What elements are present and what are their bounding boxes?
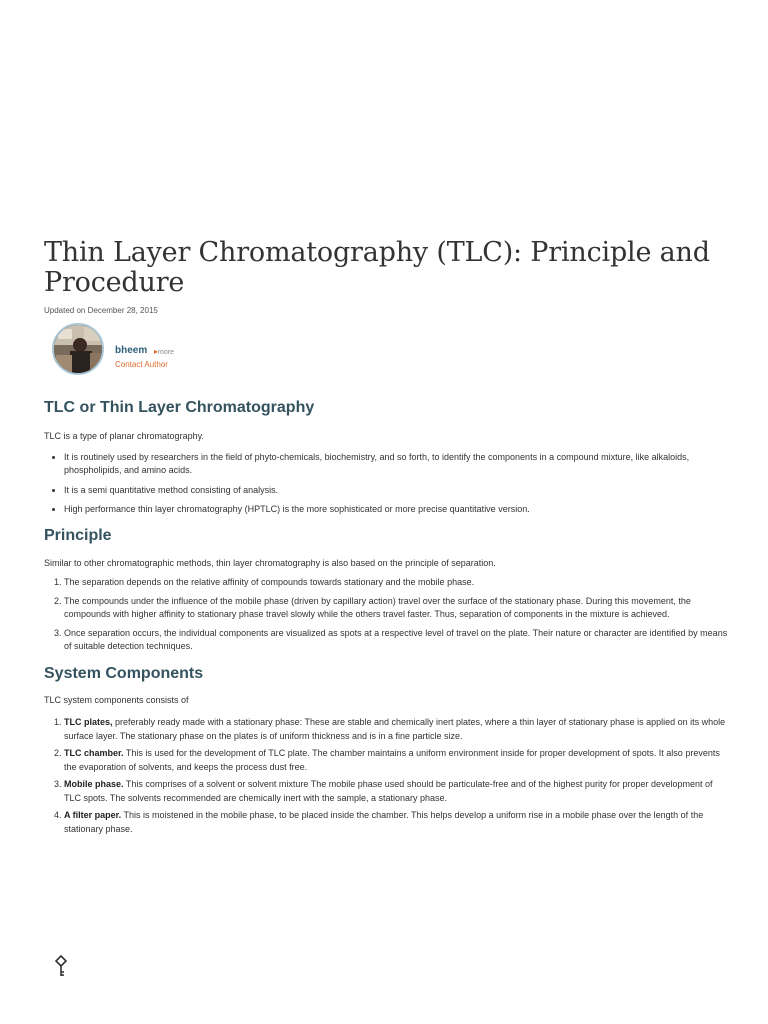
section-heading-tlc: TLC or Thin Layer Chromatography	[44, 399, 315, 416]
numbered-list	[44, 716, 728, 836]
author-block	[44, 323, 728, 379]
updated-date: Updated on December 28, 2015	[44, 306, 158, 315]
article-title: Thin Layer Chromatography (TLC): Principle and Procedure	[44, 237, 710, 298]
caret-right-icon: ▸	[154, 347, 159, 356]
section-heading-principle: Principle	[44, 526, 112, 544]
numbered-list	[44, 576, 728, 654]
list-item: 1. The separation depends on the relative affinity of compounds towards stationary and the mobile phase.	[64, 576, 728, 590]
item-term: A filter paper.	[64, 810, 122, 820]
item-term: Mobile phase.	[64, 779, 124, 789]
author-avatar[interactable]	[52, 323, 104, 375]
list-item	[64, 747, 728, 774]
section-intro: Similar to other chromatographic methods, thin layer chromatography is also based on the principle of separation.	[44, 557, 496, 568]
avatar-photo-icon	[54, 325, 102, 373]
section-intro: TLC is a type of planar chromatography.	[44, 431, 204, 441]
item-text: preferably ready made with a stationary phase: These are stable and chemically inert plates, where a thin layer of stationary phase is applied on its whole surface layer. The stationary phase on the plates is of uniform thickness and is in a fine particle size.	[64, 717, 726, 741]
list-item: • It is a semi quantitative method consisting of analysis.	[64, 484, 728, 498]
list-item	[64, 809, 728, 836]
bullet-list	[44, 451, 728, 517]
item-text: This is moistened in the mobile phase, to be placed inside the chamber. This helps develop a uniform rise in a mobile phase over the length of the stationary phase.	[64, 810, 704, 834]
item-term: TLC chamber.	[64, 748, 124, 758]
item-term: TLC plates,	[64, 717, 113, 727]
list-item	[64, 778, 728, 805]
list-item: 3. Once separation occurs, the individual components are visualized as spots at a respective level of travel on the plate. Their nature or character are identified by means of suitable detection techniques.	[64, 627, 728, 654]
article	[44, 238, 728, 840]
item-text: This is used for the development of TLC plate. The chamber maintains a uniform environment inside for proper development of spots. It also prevents the evaporation of solvents, and keeps the process dust free.	[64, 748, 720, 772]
list-item: • It is routinely used by researchers in the field of phyto-chemicals, biochemistry, and so forth, to identify the components in a compound mixture, like alkaloids, phospholipids, and amino acids.	[64, 451, 728, 478]
list-item	[64, 716, 728, 743]
section-heading-system-components: System Components	[44, 664, 204, 682]
author-more-link[interactable]	[154, 347, 174, 356]
section-intro: TLC system components consists of	[44, 694, 189, 705]
list-item: 2. The compounds under the influence of the mobile phase (driven by capillary action) travel over the surface of the stationary phase. During this movement, the compounds with higher affinity to stationary phase travel slowly while the others travel faster. Thus, separation of components in the mixture is achieved.	[64, 595, 728, 622]
hubpages-logo-icon[interactable]	[52, 954, 70, 978]
list-item: • High performance thin layer chromatography (HPTLC) is the more sophisticated or more precise quantitative version.	[64, 503, 728, 517]
more-label: more	[158, 349, 174, 356]
contact-author-link[interactable]: Contact Author	[115, 360, 168, 369]
item-text: This comprises of a solvent or solvent mixture The mobile phase used should be particulate-free and of the highest purity for proper development of TLC spots. The solvents recommended are chemically inert with the sample, a stationary phase.	[64, 779, 713, 803]
author-name-link[interactable]: bheem	[115, 345, 148, 356]
